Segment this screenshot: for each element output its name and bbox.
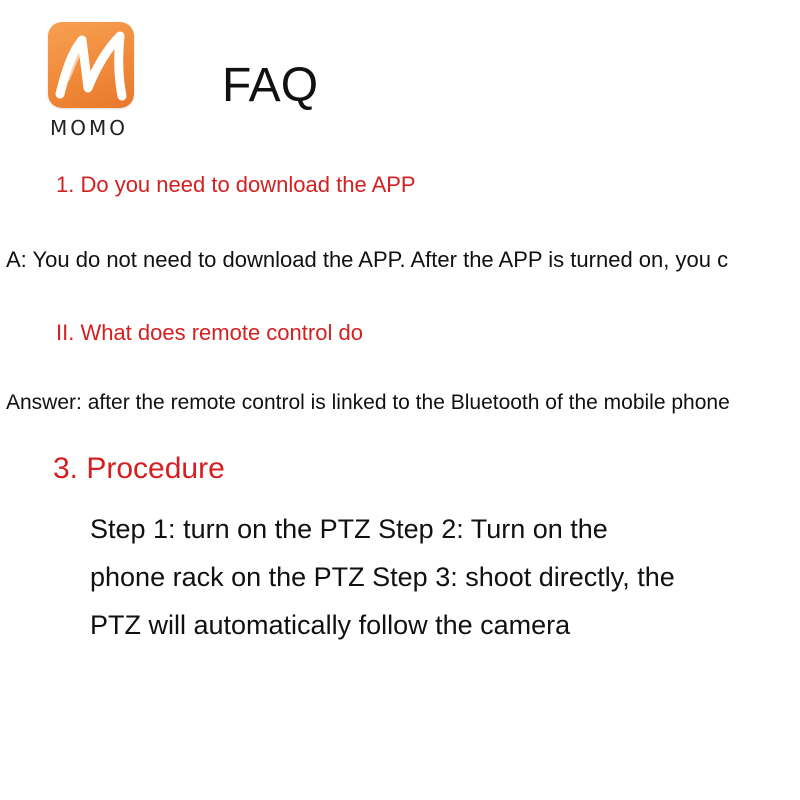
question-heading-1: 1. Do you need to download the APP xyxy=(56,172,416,197)
m-letter-logo-icon xyxy=(48,22,134,108)
brand-logo xyxy=(48,22,138,140)
question-heading-2: II. What does remote control do xyxy=(56,320,363,345)
procedure-steps: Step 1: turn on the PTZ Step 2: Turn on the phone rack on the PTZ Step 3: shoot directly, the PTZ will automatically follow the camera xyxy=(90,514,675,640)
brand-name: MOMO xyxy=(50,116,128,140)
answer-2: Answer: after the remote control is linked to the Bluetooth of the mobile phone xyxy=(6,391,730,414)
logo-glyph xyxy=(48,22,134,108)
answer-1: A: You do not need to download the APP. After the APP is turned on, you c xyxy=(6,247,729,272)
page-title: FAQ xyxy=(222,59,319,112)
procedure-heading: 3. Procedure xyxy=(53,452,225,485)
